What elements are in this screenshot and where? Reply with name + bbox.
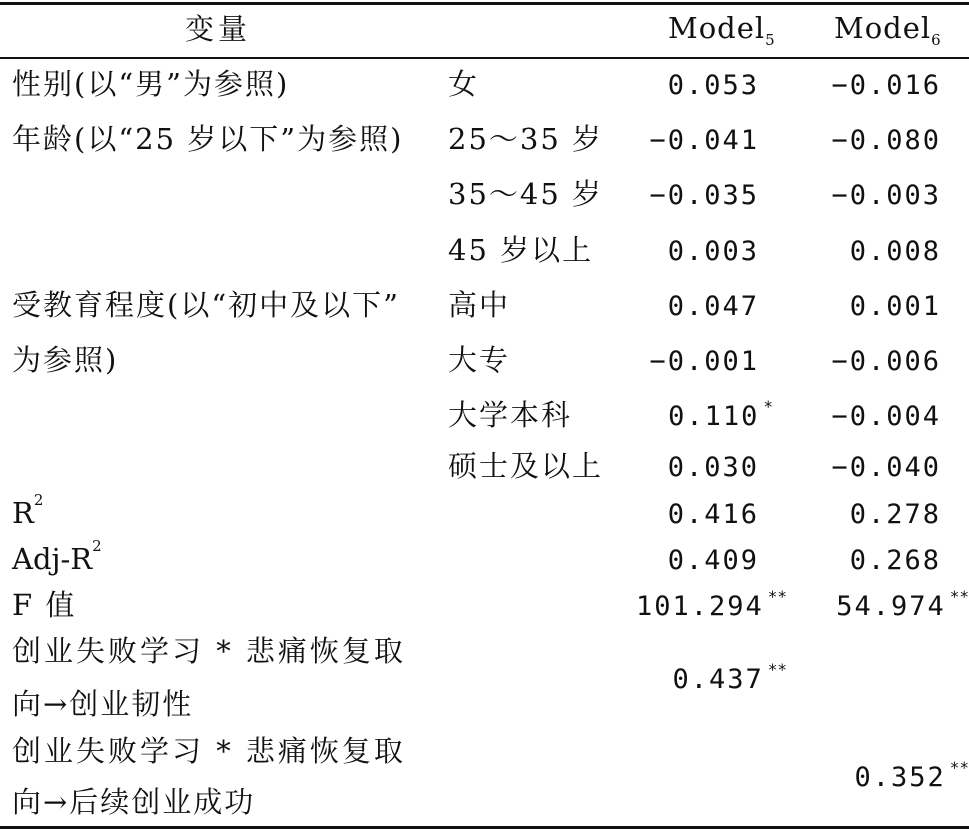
row-gender-level: 女 [448, 67, 480, 101]
row-edu-bachelor-level: 大学本科 [448, 398, 573, 432]
row-f-m5: 101.294 [635, 591, 764, 622]
row-age-35-45-m6: −0.003 [831, 180, 941, 211]
row-edu-highschool-m6: 0.001 [849, 291, 941, 322]
row-r2-m5: 0.416 [667, 499, 759, 530]
bottom-rule [0, 826, 969, 829]
row-age-45-plus-m6: 0.008 [849, 236, 941, 267]
row-edu-master-level: 硕士及以上 [448, 449, 604, 483]
row-edu-master-m5: 0.030 [667, 452, 759, 483]
row-edu-college-m6: −0.006 [831, 346, 941, 377]
row-r2-label-sup: 2 [33, 491, 44, 509]
row-gender-m5: 0.053 [667, 70, 759, 101]
row-edu-master-m6: −0.040 [831, 452, 941, 483]
header-rule [0, 57, 969, 59]
row-adjr2-label-text: Adj-R [12, 542, 93, 576]
row-edu-group-line1: 受教育程度(以“初中及以下” [12, 288, 400, 322]
row-adjr2-label [12, 537, 102, 576]
row-age-25-35-level: 25～35 岁 [448, 122, 604, 156]
row-age-45-plus-m5: 0.003 [667, 236, 759, 267]
row-gender-group: 性别(以“男”为参照) [12, 67, 290, 101]
row-adjr2-m6: 0.268 [849, 545, 941, 576]
row-gender-m6: −0.016 [831, 70, 941, 101]
row-age-25-35-m6: −0.080 [831, 125, 941, 156]
row-adjr2-label-sup: 2 [92, 537, 102, 555]
row-f-m5-cell [635, 587, 787, 622]
row-edu-college-m5: −0.001 [649, 346, 759, 377]
row-edu-college-level: 大专 [448, 343, 511, 377]
row-adjr2-m5: 0.409 [667, 545, 759, 576]
row-path1-line1: 创业失败学习 * 悲痛恢复取 [12, 634, 406, 668]
row-f-m6-cell [836, 587, 969, 622]
row-edu-group-line2: 为参照) [12, 343, 119, 377]
row-path2-m6-sig: ** [949, 758, 969, 777]
row-age-group: 年龄(以“25 岁以下”为参照) [12, 122, 404, 156]
header-variable: 变量 [185, 12, 252, 46]
row-edu-highschool-level: 高中 [448, 288, 511, 322]
row-edu-bachelor-m5-sig: * [763, 397, 773, 416]
row-r2-m6: 0.278 [849, 499, 941, 530]
header-model5-label: Model [668, 11, 766, 45]
row-edu-bachelor-m6: −0.004 [831, 401, 941, 432]
row-path1-line2: 向→创业韧性 [12, 687, 194, 721]
header-model5 [668, 11, 775, 49]
row-path1-m5: 0.437 [672, 664, 764, 695]
row-age-25-35-m5: −0.041 [649, 125, 759, 156]
row-path2-m6-cell [854, 758, 969, 793]
header-model6-sub: 6 [931, 30, 941, 49]
row-age-35-45-level: 35～45 岁 [448, 177, 604, 211]
row-f-m5-sig: ** [767, 587, 787, 606]
row-path1-m5-sig: ** [767, 660, 787, 679]
row-edu-highschool-m5: 0.047 [667, 291, 759, 322]
row-f-m6: 54.974 [836, 591, 946, 622]
row-r2-label [12, 491, 44, 530]
row-f-m6-sig: ** [949, 587, 969, 606]
row-edu-bachelor-m5-cell [668, 397, 773, 432]
top-rule [0, 2, 969, 5]
row-age-45-plus-level: 45 岁以上 [448, 233, 594, 267]
header-model6 [834, 11, 941, 49]
row-edu-bachelor-m5: 0.110 [668, 401, 760, 432]
row-path2-line2: 向→后续创业成功 [12, 785, 256, 819]
row-path2-m6: 0.352 [854, 762, 946, 793]
header-model6-label: Model [834, 11, 932, 45]
row-path1-m5-cell [672, 660, 787, 695]
row-age-35-45-m5: −0.035 [649, 180, 759, 211]
header-model5-sub: 5 [765, 30, 775, 49]
row-path2-line1: 创业失败学习 * 悲痛恢复取 [12, 734, 406, 768]
row-r2-label-text: R [12, 496, 34, 530]
row-f-label: F 值 [12, 588, 77, 622]
